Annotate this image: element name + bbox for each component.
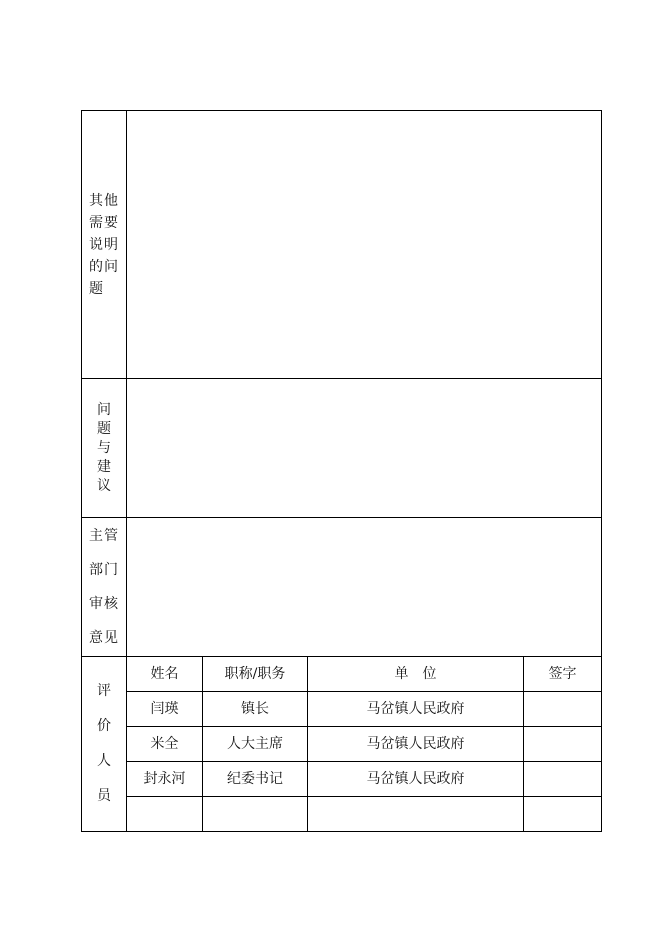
evaluator-row <box>82 727 602 762</box>
other-issues-label: 其他需要说明的问题 <box>89 192 119 297</box>
review-label-cell <box>82 518 127 657</box>
evaluator-signature[interactable] <box>524 797 602 832</box>
header-unit: 单 位 <box>308 657 524 692</box>
evaluator-unit: 马岔镇人民政府 <box>308 727 524 762</box>
other-issues-content[interactable] <box>127 111 602 379</box>
evaluator-signature[interactable] <box>524 727 602 762</box>
evaluator-row-empty <box>82 797 602 832</box>
evaluator-title: 镇长 <box>203 692 308 727</box>
problems-label-cell <box>82 379 127 518</box>
evaluator-name[interactable] <box>127 797 203 832</box>
header-name: 姓名 <box>127 657 203 692</box>
review-content[interactable] <box>127 518 602 657</box>
evaluator-unit: 马岔镇人民政府 <box>308 692 524 727</box>
problems-label: 问题与建议 <box>97 401 111 494</box>
evaluators-label: 评价人员 <box>97 683 111 804</box>
problems-row <box>82 379 602 518</box>
other-issues-label-cell <box>82 111 127 379</box>
evaluator-unit: 马岔镇人民政府 <box>308 762 524 797</box>
evaluator-title: 人大主席 <box>203 727 308 762</box>
evaluator-name: 米全 <box>127 727 203 762</box>
evaluator-title: 纪委书记 <box>203 762 308 797</box>
problems-content[interactable] <box>127 379 602 518</box>
evaluators-label-cell <box>82 657 127 832</box>
evaluator-title[interactable] <box>203 797 308 832</box>
evaluator-name: 闫瑛 <box>127 692 203 727</box>
header-signature: 签字 <box>524 657 602 692</box>
other-issues-row <box>82 111 602 379</box>
review-row <box>82 518 602 657</box>
evaluator-row <box>82 692 602 727</box>
evaluator-unit[interactable] <box>308 797 524 832</box>
evaluator-row <box>82 762 602 797</box>
evaluator-signature[interactable] <box>524 762 602 797</box>
evaluation-form-table <box>81 110 602 832</box>
evaluator-name: 封永河 <box>127 762 203 797</box>
evaluator-signature[interactable] <box>524 692 602 727</box>
review-label: 主管部门审核意见 <box>89 528 119 646</box>
header-title: 职称/职务 <box>203 657 308 692</box>
evaluators-header-row <box>82 657 602 692</box>
